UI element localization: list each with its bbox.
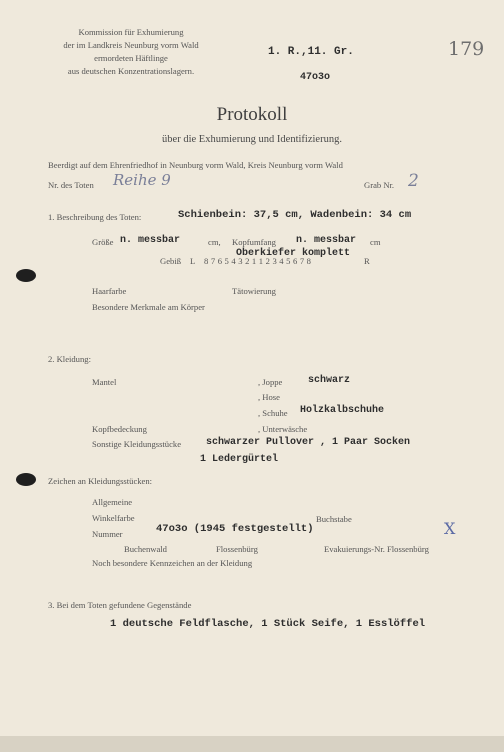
cm-unit-2: cm xyxy=(370,237,381,247)
section2-label: 2. Kleidung: xyxy=(48,354,91,364)
nr-value: Reihe 9 xyxy=(113,171,171,189)
reference-typed: 1. R.,11. Gr. xyxy=(268,46,354,58)
section3-value: 1 deutsche Feldflasche, 1 Stück Seife, 1 Esslöffel xyxy=(110,618,426,630)
gebiss-value: Oberkiefer komplett xyxy=(236,248,351,259)
kopfbedeckung-label: Kopfbedeckung xyxy=(92,424,147,434)
commission-header xyxy=(36,26,226,78)
cm-unit-1: cm, xyxy=(208,237,221,247)
punch-hole-top xyxy=(16,269,36,282)
mantel-label: Mantel xyxy=(92,377,117,387)
document-subtitle: über die Exhumierung und Identifizierung. xyxy=(162,134,342,145)
punch-hole-bottom xyxy=(16,473,36,486)
grab-value: 2 xyxy=(408,171,419,191)
schuhe-label: , Schuhe xyxy=(258,408,288,418)
nummer-value: 47o3o (1945 festgestellt) xyxy=(156,523,314,535)
sonstige-value: schwarzer Pullover , 1 Paar Socken xyxy=(206,437,411,448)
groesse-value: n. messbar xyxy=(120,235,181,246)
winkelfarbe-label: Winkelfarbe xyxy=(92,513,135,523)
commission-line-2: der im Landkreis Neunburg vorm Wald xyxy=(63,40,199,50)
section3-label: 3. Bei dem Toten gefundene Gegenstände xyxy=(48,600,192,610)
besondere-kennzeichen-label: Noch besondere Kennzeichen an der Kleidung xyxy=(92,558,253,568)
haarfarbe-label: Haarfarbe xyxy=(92,286,127,296)
reference-number: 47o3o xyxy=(300,72,331,83)
buchenwald-label: Buchenwald xyxy=(124,544,167,554)
sonstige-value-2: 1 Ledergürtel xyxy=(200,454,279,465)
paper-bottom-edge xyxy=(0,736,504,752)
commission-line-3: ermordeten Häftlinge xyxy=(94,53,168,63)
grab-label: Grab Nr. xyxy=(364,180,395,190)
hose-label: , Hose xyxy=(258,392,280,402)
commission-line-1: Kommission für Exhumierung xyxy=(78,27,184,37)
buchstabe-label: Buchstabe xyxy=(316,514,352,524)
gebiss-left: L xyxy=(190,256,196,266)
section1-value: Schienbein: 37,5 cm, Wadenbein: 34 cm xyxy=(178,209,412,221)
evakuierungs-label: Evakuierungs-Nr. Flossenbürg xyxy=(324,544,429,554)
gebiss-label: Gebiß xyxy=(160,256,182,266)
commission-line-4: aus deutschen Konzentrationslagern. xyxy=(67,66,195,76)
kopfumfang-value: n. messbar xyxy=(296,235,357,246)
groesse-label: Größe xyxy=(92,237,114,247)
page-number: 179 xyxy=(448,38,485,60)
gebiss-right: R xyxy=(364,256,370,266)
taetowierung-label: Tätowierung xyxy=(232,286,276,296)
zeichen-label: Zeichen an Kleidungsstücken: xyxy=(48,476,153,486)
merkmale-label: Besondere Merkmale am Körper xyxy=(92,302,205,312)
sonstige-label: Sonstige Kleidungsstücke xyxy=(92,439,182,449)
document-title: Protokoll xyxy=(216,104,288,125)
allgemeine-label: Allgemeine xyxy=(92,497,133,507)
nr-label: Nr. des Toten xyxy=(48,180,94,190)
unterwaesche-label: , Unterwäsche xyxy=(258,424,308,434)
burial-line: Beerdigt auf dem Ehrenfriedhof in Neunburg vorm Wald, Kreis Neunburg vorm Wald xyxy=(48,160,343,170)
schuhe-value: Holzkalbschuhe xyxy=(300,405,385,416)
joppe-label: , Joppe xyxy=(258,377,283,387)
gebiss-teeth: 8 7 6 5 4 3 2 1 1 2 3 4 5 6 7 8 xyxy=(204,256,312,266)
kopfumfang-label: Kopfumfang xyxy=(232,237,276,247)
nummer-label: Nummer xyxy=(92,529,123,539)
check-mark: X xyxy=(444,519,456,538)
flossenburg-label: Flossenbürg xyxy=(216,544,258,554)
section1-label: 1. Beschreibung des Toten: xyxy=(48,212,142,222)
joppe-value: schwarz xyxy=(308,375,351,386)
